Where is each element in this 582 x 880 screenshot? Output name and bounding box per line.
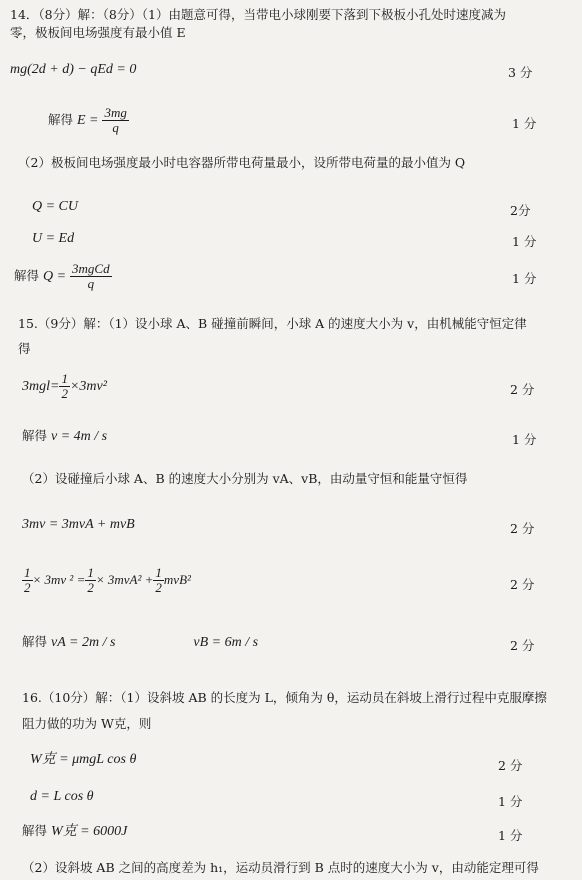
energy-part-b: × 3mvA² + (95, 572, 154, 587)
q15-intro-line2: 得 (18, 341, 31, 356)
q16-intro-line2: 阻力做的功为 W克，则 (22, 716, 152, 731)
q15-result-score: 2 分 (510, 638, 535, 653)
q14-eq1-score: 3 分 (508, 65, 533, 80)
q15-energy-eq (22, 372, 107, 401)
E-lhs: E = (77, 113, 99, 128)
eq1-rhs: ×3mv² (69, 379, 107, 394)
half-3 (153, 566, 164, 595)
q14-part2: （2）极板间电场强度最小时电容器所带电荷量最小，设所带电荷量的最小值为 Q (18, 155, 466, 170)
q15-momentum-eq: 3mv = 3mvA + mvB (22, 517, 135, 532)
q15-intro-line1: 15.（9分）解：（1）设小球 A、B 碰撞前瞬间，小球 A 的速度大小为 v，由机械能守恒定律 (18, 316, 527, 331)
q14-E-solution (48, 106, 129, 135)
q14-E-score: 1 分 (512, 116, 537, 131)
half-denominator: 2 (24, 580, 31, 595)
q14-eq-Q: Q = CU (32, 199, 79, 214)
q15-result (22, 634, 258, 651)
v-result: v = 4m / s (51, 429, 108, 444)
q15-energy-conservation (22, 566, 191, 595)
q16-eq-d: d = L cos θ (30, 789, 94, 804)
half-numerator: 1 (155, 565, 162, 580)
q14-eq-U: U = Ed (32, 231, 75, 246)
half-denominator: 2 (155, 580, 162, 595)
q15-momentum-score: 2 分 (510, 521, 535, 536)
half-numerator: 1 (24, 565, 31, 580)
solution-label: 解得 (22, 823, 48, 838)
E-denominator: q (112, 120, 119, 135)
q14-eq-Q-score: 2分 (510, 203, 531, 218)
solution-label: 解得 (22, 428, 48, 443)
q15-energy-score: 2 分 (510, 577, 535, 592)
q16-result-score: 1 分 (498, 828, 523, 843)
q16-eq-W-score: 2 分 (498, 758, 523, 773)
W-result: W克 = 6000J (51, 824, 128, 839)
q16-part2: （2）设斜坡 AB 之间的高度差为 h₁，运动员滑行到 B 点时的速度大小为 v，由动能定理可得 (22, 860, 539, 875)
q14-eq-U-score: 1 分 (512, 234, 537, 249)
Q-denominator: q (87, 276, 95, 291)
q15-v-score: 1 分 (512, 432, 537, 447)
eq1-lhs: 3mgl= (22, 379, 60, 394)
solution-label: 解得 (14, 268, 40, 283)
q16-eq-d-score: 1 分 (498, 794, 523, 809)
E-fraction (102, 106, 128, 135)
half-numerator: 1 (87, 565, 94, 580)
solution-label: 解得 (22, 634, 48, 649)
q16-intro-line1: 16.（10分）解：（1）设斜坡 AB 的长度为 L，倾角为 θ，运动员在斜坡上滑行过程中克服摩擦 (22, 690, 547, 705)
q15-eq1-score: 2 分 (510, 382, 535, 397)
vB-result: vB = 6m / s (193, 635, 259, 650)
Q-lhs: Q = (43, 269, 67, 284)
half-1 (22, 566, 33, 595)
half-denominator: 2 (61, 386, 68, 401)
half-numerator: 1 (61, 371, 68, 386)
q16-result (22, 823, 127, 840)
solution-label: 解得 (48, 112, 74, 127)
eq1-half (59, 372, 70, 401)
q15-part2: （2）设碰撞后小球 A、B 的速度大小分别为 vA、vB，由动量守恒和能量守恒得 (22, 471, 468, 486)
energy-part-c: mvB² (163, 572, 191, 587)
Q-fraction (70, 262, 112, 291)
half-2 (85, 566, 96, 595)
q14-intro-line1: 14．（8分）解：（8分）（1）由题意可得，当带电小球刚要下落到下极板小孔处时速度减为 (10, 7, 507, 22)
E-numerator: 3mg (104, 105, 127, 120)
half-denominator: 2 (87, 580, 94, 595)
vA-result: vA = 2m / s (51, 635, 116, 650)
q16-eq-W: W克 = μmgL cos θ (30, 752, 137, 767)
energy-part-a: × 3mv ² = (32, 572, 86, 587)
q14-equation-1: mg(2d + d) − qEd = 0 (10, 62, 137, 77)
q14-Q-score: 1 分 (512, 271, 537, 286)
Q-numerator: 3mgCd (72, 261, 110, 276)
q14-Q-solution (14, 262, 112, 291)
q14-intro-line2: 零，极板间电场强度有最小值 E (10, 25, 186, 40)
q15-v-solution (22, 428, 107, 445)
